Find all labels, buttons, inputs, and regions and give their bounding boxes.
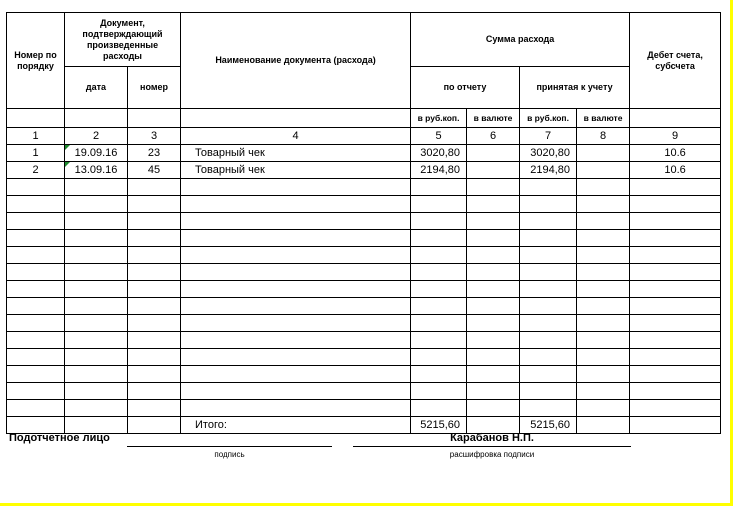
cell-no: [7, 196, 65, 213]
cell-date: [65, 196, 128, 213]
cell-rub-accepted: [520, 247, 577, 264]
cell-debit: [630, 264, 721, 281]
cell-name: [181, 196, 411, 213]
cell-no: [7, 315, 65, 332]
header-by-report: по отчету: [411, 67, 520, 109]
accountable-person-label: Подотчетное лицо: [9, 432, 110, 444]
cell-rub-report: [411, 366, 467, 383]
cell-cur-report: [467, 230, 520, 247]
cell-number: [128, 349, 181, 366]
signer-name: Карабанов Н.П.: [450, 432, 534, 444]
cell-rub-accepted: [520, 264, 577, 281]
cell-date: [65, 230, 128, 247]
cell-cur-report: [467, 400, 520, 417]
cell-date: [65, 298, 128, 315]
cell-date: [65, 366, 128, 383]
cell-rub-accepted: [520, 383, 577, 400]
cell-number: [128, 247, 181, 264]
cell-no: [7, 213, 65, 230]
cell-cur-report: [467, 281, 520, 298]
column-number: 2: [65, 128, 128, 145]
cell-cur-report: [467, 213, 520, 230]
table-row: [7, 230, 721, 247]
column-number: 1: [7, 128, 65, 145]
cell-number: [128, 230, 181, 247]
cell-rub-report: [411, 349, 467, 366]
cell-cur-accepted: [577, 366, 630, 383]
cell-number: [128, 179, 181, 196]
table-row: [7, 349, 721, 366]
cell-rub-report: [411, 213, 467, 230]
cell-name: [181, 332, 411, 349]
cell-cur-report: [467, 366, 520, 383]
cell-date: [65, 247, 128, 264]
cell-date: [65, 281, 128, 298]
table-row: [7, 213, 721, 230]
table-row: [7, 315, 721, 332]
cell-name: Товарный чек: [181, 145, 411, 162]
cell-rub-report: [411, 332, 467, 349]
total-rub-report: 5215,60: [411, 417, 467, 434]
table-row: [7, 332, 721, 349]
header-rub-report: в руб.коп.: [411, 109, 467, 128]
table-row: [7, 281, 721, 298]
cell-debit: [630, 383, 721, 400]
cell-name: [181, 383, 411, 400]
cell-no: 2: [7, 162, 65, 179]
cell-rub-accepted: 3020,80: [520, 145, 577, 162]
cell-rub-report: [411, 230, 467, 247]
table-body: [7, 145, 721, 417]
cell-cur-accepted: [577, 281, 630, 298]
cell-number: [128, 281, 181, 298]
signature-decode-caption: расшифровка подписи: [449, 450, 535, 459]
cell-name: [181, 366, 411, 383]
cell-date: [65, 179, 128, 196]
cell-no: [7, 281, 65, 298]
table-row: [7, 366, 721, 383]
cell-debit: 10.6: [630, 145, 721, 162]
cell-debit: [630, 179, 721, 196]
header-currency-accepted: в валюте: [577, 109, 630, 128]
header-row-4: [7, 109, 721, 128]
cell-no: [7, 383, 65, 400]
cell-cur-accepted: [577, 264, 630, 281]
cell-rub-report: [411, 264, 467, 281]
cell-cur-accepted: [577, 162, 630, 179]
cell-number: [128, 196, 181, 213]
table-row: [7, 247, 721, 264]
cell-cur-report: [467, 298, 520, 315]
cell-cur-accepted: [577, 213, 630, 230]
table-row: [7, 383, 721, 400]
cell-number: [128, 264, 181, 281]
column-number: 9: [630, 128, 721, 145]
total-label: Итого:: [181, 417, 411, 434]
cell-cur-accepted: [577, 332, 630, 349]
cell-name: [181, 264, 411, 281]
column-number-row: [7, 128, 721, 145]
cell-no: [7, 400, 65, 417]
cell-no: [7, 264, 65, 281]
column-number: 5: [411, 128, 467, 145]
column-number: 4: [181, 128, 411, 145]
cell-rub-report: [411, 196, 467, 213]
cell-rub-accepted: [520, 400, 577, 417]
cell-number: [128, 366, 181, 383]
cell-number: [128, 315, 181, 332]
header-currency-report: в валюте: [467, 109, 520, 128]
cell-cur-report: [467, 383, 520, 400]
cell-cur-report: [467, 196, 520, 213]
cell-date: [65, 349, 128, 366]
header-debit: Дебет счета, субсчета: [630, 13, 721, 109]
table-row: [7, 179, 721, 196]
cell-name: [181, 247, 411, 264]
cell-rub-report: 3020,80: [411, 145, 467, 162]
cell-rub-accepted: [520, 315, 577, 332]
header-document: Документ, подтверждающий произведенные расходы: [65, 13, 181, 67]
cell-rub-accepted: [520, 332, 577, 349]
cell-cur-accepted: [577, 400, 630, 417]
header-rub-accepted: в руб.коп.: [520, 109, 577, 128]
column-number: 6: [467, 128, 520, 145]
header-doc-number: номер: [128, 67, 181, 109]
column-number: 8: [577, 128, 630, 145]
cell-cur-accepted: [577, 315, 630, 332]
cell-rub-accepted: 2194,80: [520, 162, 577, 179]
cell-cur-accepted: [577, 383, 630, 400]
cell-cur-report: [467, 315, 520, 332]
signature-caption: подпись: [214, 450, 245, 459]
cell-cur-report: [467, 264, 520, 281]
cell-name: [181, 213, 411, 230]
cell-cur-report: [467, 332, 520, 349]
cell-name: [181, 230, 411, 247]
header-number: Номер по порядку: [7, 13, 65, 109]
cell-rub-report: [411, 298, 467, 315]
cell-name: [181, 179, 411, 196]
header-doc-name: Наименование документа (расхода): [181, 13, 411, 109]
cell-number: [128, 213, 181, 230]
cell-date: [65, 315, 128, 332]
cell-rub-report: [411, 179, 467, 196]
cell-date: 13.09.16: [65, 162, 128, 179]
cell-debit: [630, 400, 721, 417]
cell-debit: [630, 366, 721, 383]
header-expense-sum: Сумма расхода: [411, 13, 630, 67]
cell-rub-report: [411, 400, 467, 417]
total-row: [7, 417, 721, 434]
cell-rub-accepted: [520, 179, 577, 196]
cell-cur-report: [467, 162, 520, 179]
cell-date: [65, 264, 128, 281]
table-row: [7, 400, 721, 417]
column-number: 7: [520, 128, 577, 145]
cell-cur-accepted: [577, 230, 630, 247]
cell-debit: [630, 332, 721, 349]
table-row: [7, 145, 721, 162]
cell-cur-report: [467, 349, 520, 366]
table-row: [7, 264, 721, 281]
header-accepted: принятая к учету: [520, 67, 630, 109]
cell-name: [181, 349, 411, 366]
cell-cur-report: [467, 247, 520, 264]
cell-cur-accepted: [577, 145, 630, 162]
table-row: [7, 196, 721, 213]
column-number: 3: [128, 128, 181, 145]
cell-no: [7, 332, 65, 349]
cell-no: [7, 298, 65, 315]
cell-debit: [630, 298, 721, 315]
cell-rub-accepted: [520, 230, 577, 247]
cell-rub-accepted: [520, 281, 577, 298]
cell-debit: [630, 213, 721, 230]
cell-date: 19.09.16: [65, 145, 128, 162]
cell-number: [128, 332, 181, 349]
cell-rub-accepted: [520, 298, 577, 315]
cell-rub-accepted: [520, 213, 577, 230]
header-date: дата: [65, 67, 128, 109]
cell-number: [128, 383, 181, 400]
cell-no: [7, 179, 65, 196]
cell-rub-report: [411, 247, 467, 264]
cell-debit: [630, 349, 721, 366]
cell-rub-accepted: [520, 366, 577, 383]
cell-name: [181, 281, 411, 298]
table-row: [7, 162, 721, 179]
cell-cur-accepted: [577, 349, 630, 366]
signature-line: [127, 446, 332, 447]
cell-name: Товарный чек: [181, 162, 411, 179]
cell-number: 45: [128, 162, 181, 179]
advance-report-table: [6, 12, 721, 434]
table-row: [7, 298, 721, 315]
cell-cur-report: [467, 179, 520, 196]
total-rub-accepted: 5215,60: [520, 417, 577, 434]
cell-cur-accepted: [577, 247, 630, 264]
cell-debit: 10.6: [630, 162, 721, 179]
cell-rub-report: 2194,80: [411, 162, 467, 179]
signature-decode-line: [353, 446, 631, 447]
cell-name: [181, 400, 411, 417]
cell-rub-report: [411, 383, 467, 400]
cell-no: [7, 230, 65, 247]
cell-number: 23: [128, 145, 181, 162]
cell-no: [7, 366, 65, 383]
cell-cur-accepted: [577, 196, 630, 213]
cell-date: [65, 400, 128, 417]
header-row-1: [7, 13, 721, 67]
cell-no: [7, 247, 65, 264]
cell-date: [65, 213, 128, 230]
cell-debit: [630, 247, 721, 264]
cell-no: [7, 349, 65, 366]
cell-date: [65, 332, 128, 349]
cell-debit: [630, 315, 721, 332]
cell-no: 1: [7, 145, 65, 162]
cell-name: [181, 315, 411, 332]
cell-number: [128, 298, 181, 315]
cell-cur-accepted: [577, 179, 630, 196]
cell-date: [65, 383, 128, 400]
cell-cur-accepted: [577, 298, 630, 315]
cell-name: [181, 298, 411, 315]
cell-rub-report: [411, 281, 467, 298]
cell-cur-report: [467, 145, 520, 162]
cell-number: [128, 400, 181, 417]
cell-rub-report: [411, 315, 467, 332]
cell-rub-accepted: [520, 196, 577, 213]
cell-debit: [630, 196, 721, 213]
cell-debit: [630, 230, 721, 247]
cell-debit: [630, 281, 721, 298]
cell-rub-accepted: [520, 349, 577, 366]
